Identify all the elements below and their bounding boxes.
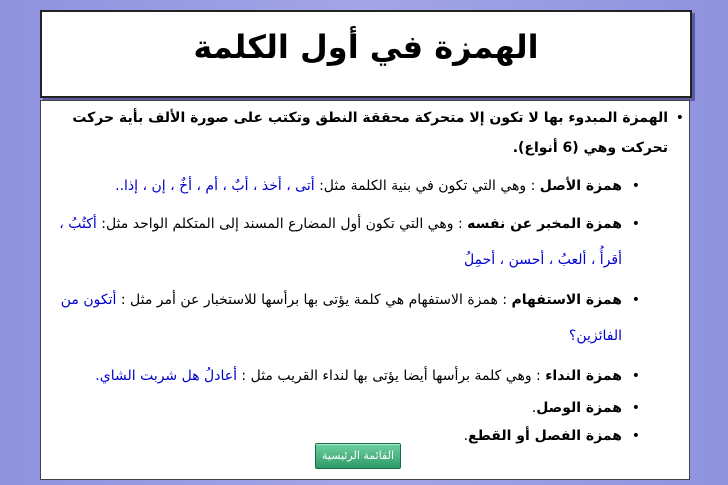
list-item — [95, 366, 622, 386]
list-item — [61, 290, 622, 310]
list-item — [115, 176, 622, 196]
bullet-item-3: • — [631, 292, 640, 308]
item-term: همزة الوصل — [536, 400, 622, 416]
item-term: همزة النداء — [545, 368, 622, 384]
home-menu-button[interactable]: القائمة الرئيسية — [315, 443, 401, 469]
bullet-item-1: • — [631, 178, 640, 194]
item-description: : وهي كلمة برأسها أيضا يؤتى بها لنداء القريب مثل : — [236, 368, 546, 384]
intro-line-1: الهمزة المبدوء بها لا تكون إلا متحركة محققة النطق وتكتب على صورة الألف بأية حركت — [72, 110, 668, 126]
item-description: : همزة الاستفهام هي كلمة يؤتى بها برأسها للاستخبار عن أمر مثل : — [116, 292, 512, 308]
item-description: : وهي التي تكون أول المضارع المسند إلى المتكلم الواحد مثل: — [96, 216, 468, 232]
bullet-item-2: • — [631, 216, 640, 232]
item-term: همزة الفصل أو القطع — [468, 428, 622, 444]
bullet-item-5: • — [631, 400, 640, 416]
item-description: . — [531, 400, 537, 416]
item-examples: أتكون من — [60, 292, 117, 308]
item-examples: أكتُبُ ، — [59, 216, 97, 232]
item-term: همزة المخبر عن نفسه — [467, 216, 622, 232]
item-examples: أتى ، أخذ ، أبٌ ، أم ، أخٌ ، إن ، إذا.. — [115, 178, 315, 194]
bullet-item-4: • — [631, 368, 640, 384]
item-examples-continued: الفائزين؟ — [568, 328, 622, 344]
list-item — [464, 426, 622, 446]
list-item — [59, 214, 622, 234]
intro-line-2: تحركت وهي (6 أنواع). — [512, 140, 668, 156]
item-description: : وهي التي تكون في بنية الكلمة مثل: — [314, 178, 540, 194]
item-term: همزة الاستفهام — [511, 292, 622, 308]
item-description: . — [463, 428, 469, 444]
item-term: همزة الأصل — [539, 178, 622, 194]
item-examples-continued: أقرأُ ، ألعبُ ، أحسن ، أحمِلُ — [463, 252, 622, 268]
list-item — [532, 398, 622, 418]
slide-title: الهمزة في أول الكلمة — [193, 28, 539, 66]
title-panel — [40, 10, 692, 98]
bullet-intro: • — [675, 110, 684, 126]
content-area — [0, 100, 728, 485]
item-examples: أعادلُ هل شربت الشاي. — [95, 368, 237, 384]
bullet-item-6: • — [631, 428, 640, 444]
